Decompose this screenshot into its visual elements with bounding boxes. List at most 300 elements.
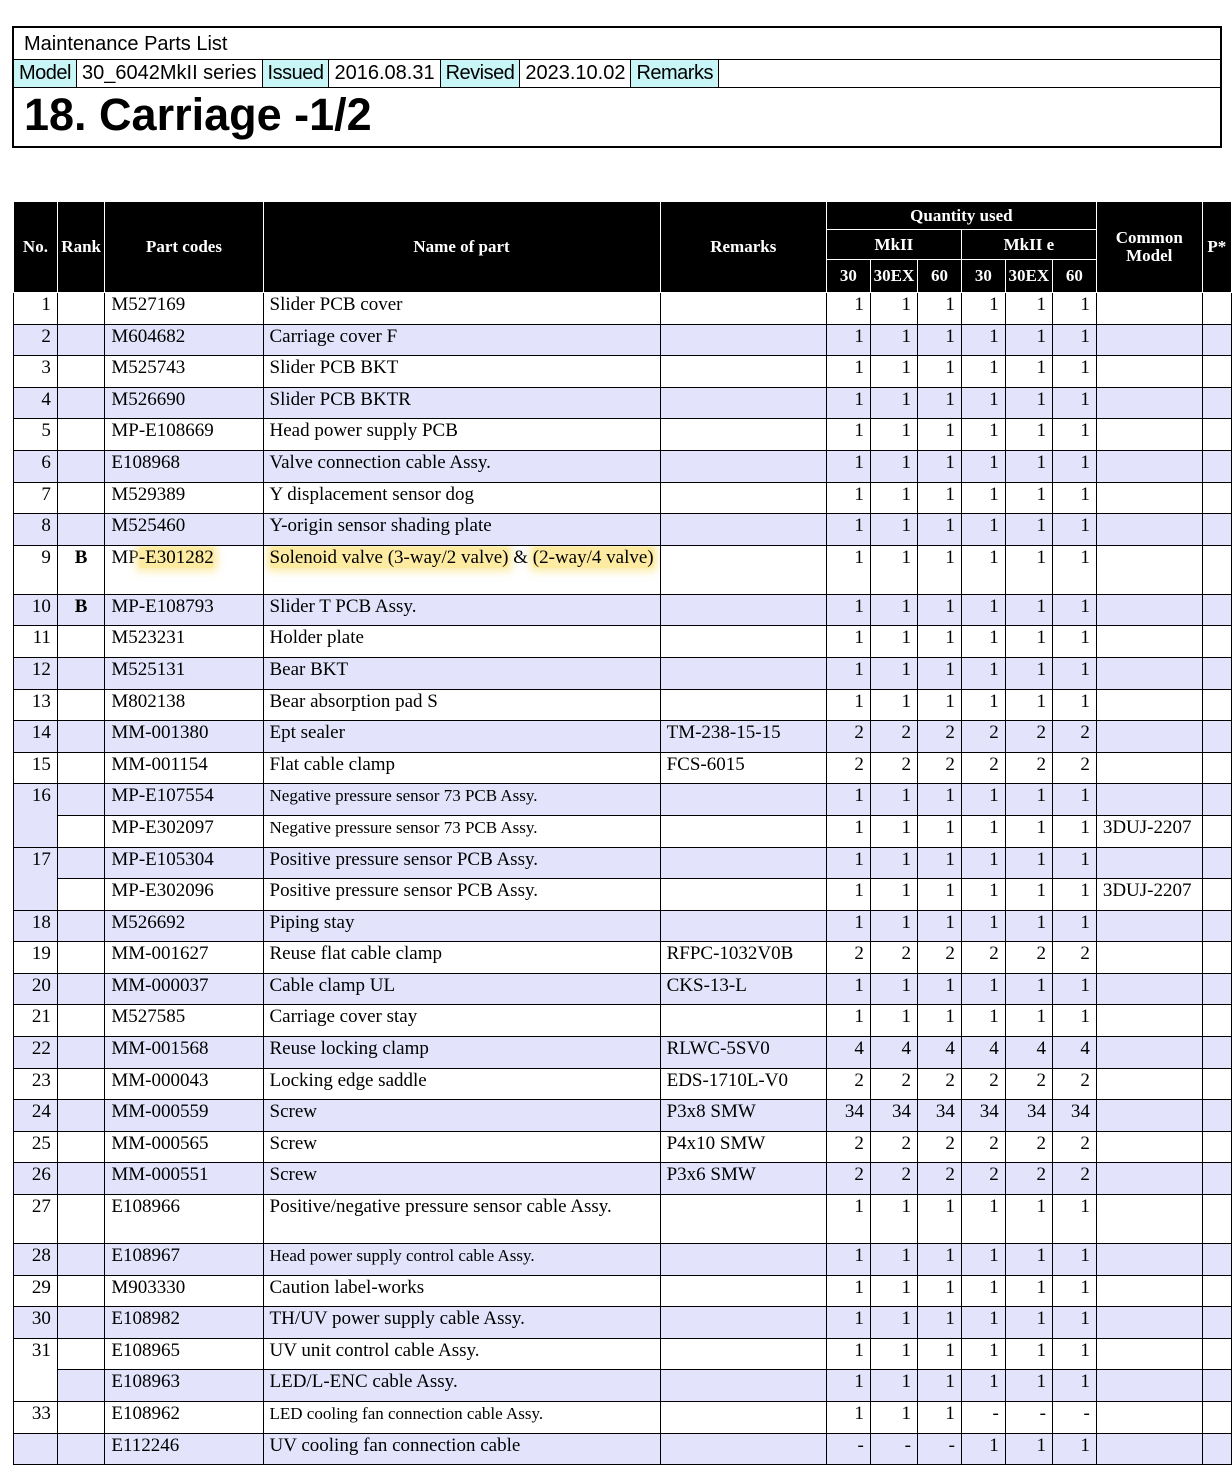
col-remarks: Remarks xyxy=(660,202,826,293)
row-rank xyxy=(57,847,105,879)
row-rank xyxy=(57,879,105,911)
quantity-cell: 1 xyxy=(1005,1244,1052,1276)
quantity-cell: 2 xyxy=(870,752,917,784)
part-code: MM-000037 xyxy=(105,973,263,1005)
p-cell xyxy=(1202,657,1231,689)
part-name: Positive/negative pressure sensor cable Assy. xyxy=(263,1195,660,1244)
quantity-cell: 1 xyxy=(1052,356,1096,388)
part-remarks xyxy=(660,545,826,594)
quantity-cell: 1 xyxy=(870,1338,917,1370)
quantity-cell: 1 xyxy=(961,1244,1005,1276)
quantity-cell: 1 xyxy=(826,419,870,451)
p-cell xyxy=(1202,1244,1231,1276)
quantity-cell: 1 xyxy=(826,1402,870,1434)
quantity-cell: 1 xyxy=(1005,1275,1052,1307)
part-name: Screw xyxy=(263,1131,660,1163)
common-model xyxy=(1096,752,1202,784)
quantity-cell: 2 xyxy=(826,752,870,784)
quantity-cell: 1 xyxy=(918,545,962,594)
row-rank xyxy=(57,1195,105,1244)
table-row xyxy=(14,626,1232,658)
p-cell xyxy=(1202,387,1231,419)
p-cell xyxy=(1202,1163,1231,1195)
common-model xyxy=(1096,973,1202,1005)
highlight-mark: Solenoid valve (3-way/2 valve) xyxy=(269,546,509,568)
quantity-cell: 1 xyxy=(1052,324,1096,356)
table-row xyxy=(14,815,1232,847)
quantity-cell: 1 xyxy=(870,324,917,356)
quantity-cell: - xyxy=(961,1402,1005,1434)
quantity-cell: 2 xyxy=(1005,1163,1052,1195)
quantity-cell: 34 xyxy=(1005,1100,1052,1132)
quantity-cell: - xyxy=(826,1433,870,1465)
quantity-cell: 1 xyxy=(1005,847,1052,879)
col-mk2e: MkII e xyxy=(961,230,1096,260)
quantity-cell: 1 xyxy=(1005,910,1052,942)
quantity-cell: 2 xyxy=(1052,1068,1096,1100)
row-rank xyxy=(57,1068,105,1100)
table-row xyxy=(14,1338,1232,1370)
quantity-cell: 1 xyxy=(1005,689,1052,721)
quantity-cell: 1 xyxy=(870,293,917,325)
quantity-cell: 34 xyxy=(918,1100,962,1132)
part-code: E108966 xyxy=(105,1195,263,1244)
quantity-cell: 2 xyxy=(826,942,870,974)
table-row xyxy=(14,514,1232,546)
col-sub: 30 xyxy=(826,260,870,293)
row-no: 28 xyxy=(14,1244,58,1276)
part-name: Positive pressure sensor PCB Assy. xyxy=(263,879,660,911)
common-model xyxy=(1096,721,1202,753)
revised-label: Revised xyxy=(441,60,521,87)
table-row xyxy=(14,387,1232,419)
row-no: 18 xyxy=(14,910,58,942)
row-no: 31 xyxy=(14,1338,58,1401)
quantity-cell: 1 xyxy=(1005,1307,1052,1339)
row-rank xyxy=(57,1005,105,1037)
part-remarks: FCS-6015 xyxy=(660,752,826,784)
table-row xyxy=(14,879,1232,911)
p-cell xyxy=(1202,1100,1231,1132)
table-row xyxy=(14,1433,1232,1465)
quantity-cell: 1 xyxy=(1052,482,1096,514)
row-rank xyxy=(57,419,105,451)
quantity-cell: 1 xyxy=(826,1244,870,1276)
quantity-cell: 1 xyxy=(961,324,1005,356)
part-code: MM-000043 xyxy=(105,1068,263,1100)
quantity-cell: 1 xyxy=(961,1338,1005,1370)
quantity-cell: 1 xyxy=(918,784,962,816)
row-no: 15 xyxy=(14,752,58,784)
table-row xyxy=(14,482,1232,514)
col-no: No. xyxy=(14,202,58,293)
quantity-cell: 1 xyxy=(826,1370,870,1402)
col-sub: 60 xyxy=(1052,260,1096,293)
p-cell xyxy=(1202,942,1231,974)
quantity-cell: 1 xyxy=(1052,847,1096,879)
table-row xyxy=(14,419,1232,451)
row-rank xyxy=(57,626,105,658)
part-name: Slider PCB cover xyxy=(263,293,660,325)
p-cell xyxy=(1202,356,1231,388)
part-name: Caution label-works xyxy=(263,1275,660,1307)
quantity-cell: 2 xyxy=(961,721,1005,753)
part-code: MM-001380 xyxy=(105,721,263,753)
row-rank xyxy=(57,910,105,942)
part-remarks xyxy=(660,815,826,847)
common-model xyxy=(1096,657,1202,689)
part-name: LED/L-ENC cable Assy. xyxy=(263,1370,660,1402)
quantity-cell: 4 xyxy=(826,1037,870,1069)
table-row xyxy=(14,721,1232,753)
row-no: 8 xyxy=(14,514,58,546)
p-cell xyxy=(1202,626,1231,658)
row-no: 21 xyxy=(14,1005,58,1037)
quantity-cell: 1 xyxy=(1052,815,1096,847)
part-code: MM-001627 xyxy=(105,942,263,974)
part-code: M526692 xyxy=(105,910,263,942)
row-no: 26 xyxy=(14,1163,58,1195)
part-remarks xyxy=(660,482,826,514)
quantity-cell: 2 xyxy=(961,1068,1005,1100)
part-code: M529389 xyxy=(105,482,263,514)
parts-table xyxy=(13,201,1232,1465)
part-name: Slider T PCB Assy. xyxy=(263,594,660,626)
common-model xyxy=(1096,356,1202,388)
quantity-cell: 4 xyxy=(870,1037,917,1069)
p-cell xyxy=(1202,293,1231,325)
quantity-cell: 1 xyxy=(961,657,1005,689)
row-rank xyxy=(57,942,105,974)
row-no: 9 xyxy=(14,545,58,594)
row-rank xyxy=(57,356,105,388)
quantity-cell: 1 xyxy=(1005,784,1052,816)
p-cell xyxy=(1202,450,1231,482)
p-cell xyxy=(1202,784,1231,816)
quantity-cell: 2 xyxy=(1052,1131,1096,1163)
part-code: M525131 xyxy=(105,657,263,689)
row-rank xyxy=(57,514,105,546)
quantity-cell: 1 xyxy=(870,689,917,721)
part-name: Negative pressure sensor 73 PCB Assy. xyxy=(263,784,660,816)
p-cell xyxy=(1202,1068,1231,1100)
common-model xyxy=(1096,594,1202,626)
quantity-cell: 1 xyxy=(870,514,917,546)
col-p: P* xyxy=(1202,202,1231,293)
common-model xyxy=(1096,1307,1202,1339)
row-rank xyxy=(57,1100,105,1132)
table-row xyxy=(14,910,1232,942)
common-model xyxy=(1096,1338,1202,1370)
col-sub: 30 xyxy=(961,260,1005,293)
quantity-cell: 1 xyxy=(918,594,962,626)
p-cell xyxy=(1202,1402,1231,1434)
part-name: Screw xyxy=(263,1100,660,1132)
quantity-cell: 1 xyxy=(826,1338,870,1370)
p-cell xyxy=(1202,1433,1231,1465)
table-row xyxy=(14,1068,1232,1100)
common-model xyxy=(1096,545,1202,594)
quantity-cell: 2 xyxy=(1005,1131,1052,1163)
quantity-cell: 1 xyxy=(1005,626,1052,658)
part-code: MM-001568 xyxy=(105,1037,263,1069)
quantity-cell: 1 xyxy=(918,293,962,325)
p-cell xyxy=(1202,847,1231,879)
quantity-cell: 1 xyxy=(961,910,1005,942)
quantity-cell: 1 xyxy=(1052,1195,1096,1244)
part-code: M525460 xyxy=(105,514,263,546)
quantity-cell: 1 xyxy=(870,1402,917,1434)
row-no: 19 xyxy=(14,942,58,974)
quantity-cell: 34 xyxy=(870,1100,917,1132)
part-remarks xyxy=(660,594,826,626)
table-row xyxy=(14,752,1232,784)
quantity-cell: 4 xyxy=(1005,1037,1052,1069)
p-cell xyxy=(1202,910,1231,942)
quantity-cell: 2 xyxy=(826,1131,870,1163)
quantity-cell: 1 xyxy=(1052,545,1096,594)
quantity-cell: 1 xyxy=(918,356,962,388)
p-cell xyxy=(1202,1307,1231,1339)
quantity-cell: 1 xyxy=(1005,450,1052,482)
table-row xyxy=(14,1307,1232,1339)
part-code: M802138 xyxy=(105,689,263,721)
row-no: 27 xyxy=(14,1195,58,1244)
part-name: TH/UV power supply cable Assy. xyxy=(263,1307,660,1339)
quantity-cell: 1 xyxy=(961,689,1005,721)
part-code: MP-E105304 xyxy=(105,847,263,879)
table-row xyxy=(14,1163,1232,1195)
common-model xyxy=(1096,1433,1202,1465)
document-header xyxy=(12,26,1222,148)
row-rank xyxy=(57,1433,105,1465)
quantity-cell: 2 xyxy=(918,942,962,974)
part-code: MP-E107554 xyxy=(105,784,263,816)
row-no: 3 xyxy=(14,356,58,388)
col-sub: 60 xyxy=(918,260,962,293)
part-remarks xyxy=(660,1370,826,1402)
part-remarks xyxy=(660,1307,826,1339)
model-label: Model xyxy=(14,60,77,87)
quantity-cell: 1 xyxy=(870,973,917,1005)
quantity-cell: 1 xyxy=(826,847,870,879)
common-model xyxy=(1096,626,1202,658)
part-code: MM-000565 xyxy=(105,1131,263,1163)
row-no: 1 xyxy=(14,293,58,325)
table-row xyxy=(14,1402,1232,1434)
part-name: Solenoid valve (3-way/2 valve) & (2-way/4 valve) xyxy=(263,545,660,594)
quantity-cell: 4 xyxy=(918,1037,962,1069)
quantity-cell: 1 xyxy=(918,1275,962,1307)
part-remarks: EDS-1710L-V0 xyxy=(660,1068,826,1100)
quantity-cell: 1 xyxy=(918,910,962,942)
quantity-cell: 2 xyxy=(918,1131,962,1163)
quantity-cell: 1 xyxy=(826,784,870,816)
quantity-cell: 4 xyxy=(1052,1037,1096,1069)
common-model xyxy=(1096,419,1202,451)
part-name: Screw xyxy=(263,1163,660,1195)
row-no: 22 xyxy=(14,1037,58,1069)
part-code: M525743 xyxy=(105,356,263,388)
p-cell xyxy=(1202,1005,1231,1037)
row-no xyxy=(14,1433,58,1465)
table-body xyxy=(14,293,1232,1465)
quantity-cell: 1 xyxy=(870,545,917,594)
quantity-cell: 2 xyxy=(1052,752,1096,784)
table-row xyxy=(14,1244,1232,1276)
part-remarks: RFPC-1032V0B xyxy=(660,942,826,974)
p-cell xyxy=(1202,721,1231,753)
quantity-cell: - xyxy=(918,1433,962,1465)
part-code: M604682 xyxy=(105,324,263,356)
common-model xyxy=(1096,1163,1202,1195)
issued-label: Issued xyxy=(263,60,330,87)
row-rank xyxy=(57,815,105,847)
quantity-cell: 1 xyxy=(870,482,917,514)
quantity-cell: 1 xyxy=(826,815,870,847)
quantity-cell: 2 xyxy=(961,942,1005,974)
quantity-cell: 4 xyxy=(961,1037,1005,1069)
common-model xyxy=(1096,1131,1202,1163)
part-name: Carriage cover stay xyxy=(263,1005,660,1037)
quantity-cell: 1 xyxy=(826,594,870,626)
quantity-cell: 1 xyxy=(961,1275,1005,1307)
quantity-cell: 1 xyxy=(918,1244,962,1276)
table-row xyxy=(14,545,1232,594)
highlight-mark: (2-way/4 valve) xyxy=(532,546,654,568)
quantity-cell: 1 xyxy=(1005,356,1052,388)
row-no: 33 xyxy=(14,1402,58,1434)
row-rank xyxy=(57,1402,105,1434)
quantity-cell: 1 xyxy=(870,1370,917,1402)
highlight-mark: -E301282 xyxy=(138,546,214,568)
common-model: 3DUJ-2207 xyxy=(1096,879,1202,911)
quantity-cell: 1 xyxy=(826,910,870,942)
divider xyxy=(14,87,1220,88)
row-no: 30 xyxy=(14,1307,58,1339)
quantity-cell: 1 xyxy=(961,626,1005,658)
table-row xyxy=(14,942,1232,974)
row-no: 6 xyxy=(14,450,58,482)
quantity-cell: 2 xyxy=(870,1163,917,1195)
quantity-cell: 2 xyxy=(961,1163,1005,1195)
quantity-cell: 1 xyxy=(1005,1195,1052,1244)
row-rank xyxy=(57,1275,105,1307)
part-remarks: P3x6 SMW xyxy=(660,1163,826,1195)
quantity-cell: 1 xyxy=(961,973,1005,1005)
part-code: MP-E108793 xyxy=(105,594,263,626)
part-name: Piping stay xyxy=(263,910,660,942)
quantity-cell: 1 xyxy=(918,815,962,847)
quantity-cell: 1 xyxy=(918,879,962,911)
quantity-cell: 1 xyxy=(1052,910,1096,942)
quantity-cell: 1 xyxy=(1005,387,1052,419)
table-row xyxy=(14,450,1232,482)
quantity-cell: 1 xyxy=(826,387,870,419)
common-model xyxy=(1096,450,1202,482)
quantity-cell: 1 xyxy=(918,514,962,546)
part-name: Slider PCB BKT xyxy=(263,356,660,388)
quantity-cell: 1 xyxy=(870,1275,917,1307)
part-remarks xyxy=(660,1005,826,1037)
quantity-cell: 1 xyxy=(1052,419,1096,451)
quantity-cell: 1 xyxy=(918,657,962,689)
part-name: Holder plate xyxy=(263,626,660,658)
part-name: Bear BKT xyxy=(263,657,660,689)
p-cell xyxy=(1202,482,1231,514)
quantity-cell: 2 xyxy=(961,1131,1005,1163)
quantity-cell: - xyxy=(870,1433,917,1465)
col-name: Name of part xyxy=(263,202,660,293)
quantity-cell: 1 xyxy=(870,1244,917,1276)
quantity-cell: 1 xyxy=(961,847,1005,879)
common-model xyxy=(1096,1244,1202,1276)
quantity-cell: 1 xyxy=(1052,626,1096,658)
quantity-cell: 1 xyxy=(1052,1370,1096,1402)
quantity-cell: 2 xyxy=(870,942,917,974)
part-code: MP-E302096 xyxy=(105,879,263,911)
part-remarks xyxy=(660,784,826,816)
common-model xyxy=(1096,324,1202,356)
row-rank xyxy=(57,973,105,1005)
table-row xyxy=(14,784,1232,816)
part-remarks xyxy=(660,1402,826,1434)
quantity-cell: 2 xyxy=(1005,942,1052,974)
quantity-cell: 1 xyxy=(1005,324,1052,356)
quantity-cell: 1 xyxy=(961,482,1005,514)
part-remarks xyxy=(660,689,826,721)
row-no: 5 xyxy=(14,419,58,451)
common-model xyxy=(1096,1402,1202,1434)
quantity-cell: 1 xyxy=(961,784,1005,816)
row-rank: B xyxy=(57,545,105,594)
quantity-cell: 1 xyxy=(870,450,917,482)
quantity-cell: 2 xyxy=(918,1068,962,1100)
part-name: Carriage cover F xyxy=(263,324,660,356)
part-code: E108982 xyxy=(105,1307,263,1339)
quantity-cell: 2 xyxy=(1052,1163,1096,1195)
model-info-row xyxy=(14,60,719,87)
p-cell xyxy=(1202,1195,1231,1244)
part-remarks xyxy=(660,293,826,325)
quantity-cell: 1 xyxy=(961,450,1005,482)
row-rank xyxy=(57,1338,105,1370)
part-name: Head power supply control cable Assy. xyxy=(263,1244,660,1276)
row-rank xyxy=(57,689,105,721)
quantity-cell: 1 xyxy=(1005,514,1052,546)
quantity-cell: 1 xyxy=(1005,657,1052,689)
p-cell xyxy=(1202,1275,1231,1307)
quantity-cell: 1 xyxy=(826,689,870,721)
quantity-cell: 2 xyxy=(870,1068,917,1100)
quantity-cell: 1 xyxy=(826,514,870,546)
quantity-cell: 1 xyxy=(826,450,870,482)
model-value: 30_6042MkII series xyxy=(77,60,263,87)
common-model xyxy=(1096,1275,1202,1307)
quantity-cell: 1 xyxy=(870,910,917,942)
table-row xyxy=(14,293,1232,325)
p-cell xyxy=(1202,419,1231,451)
part-remarks xyxy=(660,387,826,419)
quantity-cell: 1 xyxy=(1052,1275,1096,1307)
table-row xyxy=(14,847,1232,879)
part-code: E108963 xyxy=(105,1370,263,1402)
quantity-cell: 1 xyxy=(870,594,917,626)
quantity-cell: 1 xyxy=(870,387,917,419)
quantity-cell: 1 xyxy=(826,879,870,911)
quantity-cell: 1 xyxy=(1052,1005,1096,1037)
part-name: Reuse flat cable clamp xyxy=(263,942,660,974)
